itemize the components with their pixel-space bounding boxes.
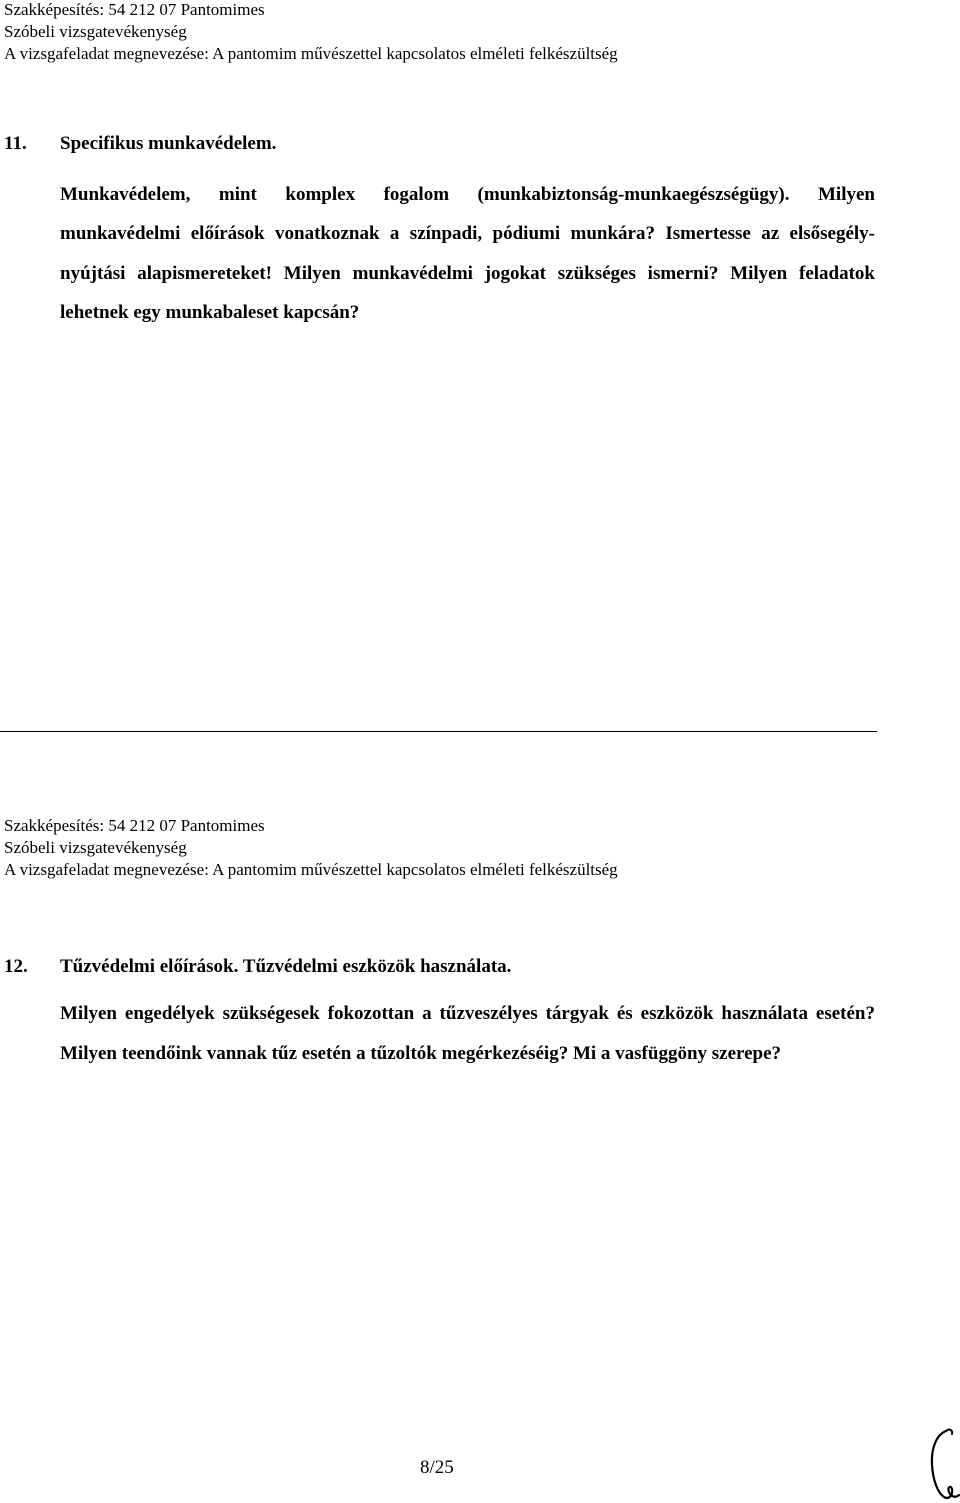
page-separator	[0, 731, 877, 732]
question-11-title: Specifikus munkavédelem.	[60, 133, 277, 154]
question-11-number: 11.	[4, 133, 27, 154]
question-12-body: Milyen engedélyek szükségesek fokozottan a tűzveszélyes tárgyak és eszközök használata esetén? Milyen teendőink vannak tűz esetén a tűzoltók megérkezéséig? Mi a vasfüggöny szerepe?	[60, 1003, 875, 1064]
question-11-body: Munkavédelem, mint komplex fogalom (munkabiztonság-munkaegészségügy). Milyen munkavédelmi előírások vonatkoznak a színpadi, pódiumi munkára? Ismertesse az elsősegély-nyújtási alapismereteket! Milyen munkavédelmi jogokat szükséges ismerni? Milyen feladatok lehetnek egy munkabaleset kapcsán?	[60, 184, 875, 323]
header-task-name: A vizsgafeladat megnevezése: A pantomim művészettel kapcsolatos elméleti felkészültség	[4, 44, 618, 63]
header-qualification-repeat: Szakképesítés: 54 212 07 Pantomimes	[4, 816, 265, 835]
question-12-number: 12.	[4, 956, 28, 977]
header-qualification: Szakképesítés: 54 212 07 Pantomimes	[4, 0, 265, 19]
header-activity: Szóbeli vizsgatevékenység	[4, 22, 187, 41]
handwritten-signature	[922, 1425, 960, 1503]
question-12-title: Tűzvédelmi előírások. Tűzvédelmi eszközök használata.	[60, 956, 512, 977]
header-task-name-repeat: A vizsgafeladat megnevezése: A pantomim művészettel kapcsolatos elméleti felkészültség	[4, 860, 618, 879]
page-number: 8/25	[420, 1457, 454, 1478]
header-activity-repeat: Szóbeli vizsgatevékenység	[4, 838, 187, 857]
